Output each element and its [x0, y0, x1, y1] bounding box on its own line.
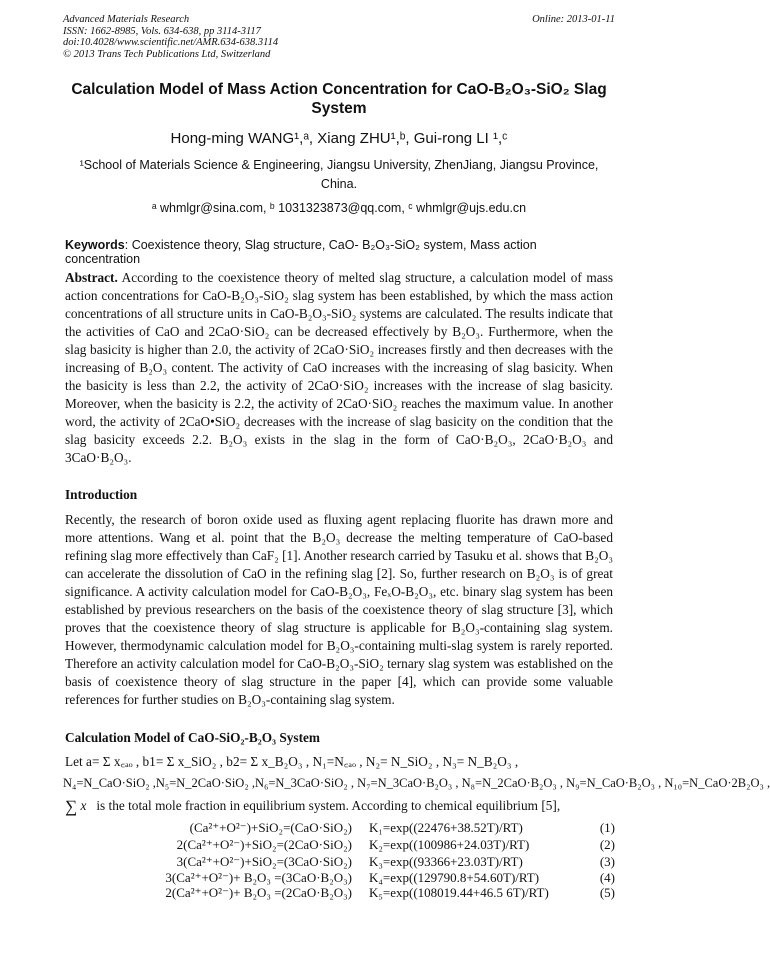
author-emails: ᵃ whmlgr@sina.com, ᵇ 1031323873@qq.com, ᶜ whmlgr@ujs.edu.cn [151, 201, 527, 215]
sum-variable: x [80, 798, 87, 813]
affiliation-line-1: ¹School of Materials Science & Engineering, Jiangsu University, ZhenJiang, Jiangsu Province, [79, 158, 599, 172]
equation-lhs: 2(Ca²⁺+O²⁻)+ B₂O₃ =(2CaO·B₂O₃) [165, 885, 352, 900]
equation-constant: K₄=exp((129790.8+54.60T)/RT) [369, 870, 540, 885]
equation-constant: K₃=exp((93366+23.03T)/RT) [369, 854, 523, 869]
affiliation [65, 156, 613, 194]
equation-lhs: 3(Ca²⁺+O²⁻)+SiO₂=(3CaO·SiO₂) [176, 854, 352, 869]
copyright-line: © 2013 Trans Tech Publications Ltd, Switzerland [63, 48, 271, 60]
introduction-text: Recently, the research of boron oxide used as fluxing agent replacing fluorite has drawn more and more attentions. Wang et al. point that the B₂O₃ decrease the melting temperature of CaO-based refining slag more effectively than CaF₂ [1]. Another research carried by Tasuku et al. shows that B₂O₃ can accelerate the dissolution of CaO in the refining slag [2]. So, further research on B₂O₃ is of great significance. A activity calculation model for CaO-B₂O₃, FeₓO-B₂O₃, etc. binary slag system has been established by previous researchers on the basis of the coexistence theory of slag structure [3], which proves that the coexistence theory of slag structure is applicable for B₂O₃-containing slag system. However, thermodynamic calculation model for B₂O₃-containing multi-slag system is rarely reported. Therefore an activity calculation model for CaO-B₂O₃-SiO₂ ternary slag system was established on the basis of coexistence theory of slag structure in the paper [4], which can provide some valuable references for further studies on B₂O₃-containing slag system. [65, 512, 613, 707]
equation-lhs: 2(Ca²⁺+O²⁻)+SiO₂=(2CaO·SiO₂) [176, 837, 352, 852]
introduction-heading: Introduction [65, 487, 138, 502]
equation-lhs: (Ca²⁺+O²⁻)+SiO₂=(CaO·SiO₂) [189, 820, 352, 835]
keywords-text: : Coexistence theory, Slag structure, CaO- B₂O₃-SiO₂ system, Mass action concentration [65, 238, 537, 266]
abstract-label: Abstract. [65, 270, 118, 285]
abstract [65, 269, 613, 467]
journal-header [63, 14, 615, 60]
equation-constant: K₁=exp((22476+38.52T)/RT) [369, 820, 523, 835]
authors: Hong-ming WANG¹,ᵃ, Xiang ZHU¹,ᵇ, Gui-rong LI ¹,ᶜ [170, 130, 508, 147]
keywords [65, 238, 613, 266]
equation-number: (1) [599, 820, 615, 835]
calculation-model-heading: Calculation Model of CaO-SiO₂-B₂O₃ System [65, 730, 320, 745]
equation-number: (5) [599, 885, 615, 900]
let-line-3-text: is the total mole fraction in equilibrium system. According to chemical equilibrium [5], [96, 798, 561, 813]
online-date: Online: 2013-01-11 [532, 14, 615, 25]
doi-line: doi:10.4028/www.scientific.net/AMR.634-638.3114 [63, 37, 279, 48]
equation-constant: K₅=exp((108019.44+46.5 6T)/RT) [369, 885, 549, 900]
keywords-label: Keywords [65, 238, 125, 252]
equation-constant: K₂=exp((100986+24.03T)/RT) [369, 837, 530, 852]
equation-number: (3) [599, 854, 615, 869]
paper-title [55, 80, 623, 118]
sum-symbol: ∑ [65, 797, 78, 816]
equation-lhs: 3(Ca²⁺+O²⁻)+ B₂O₃ =(3CaO·B₂O₃) [165, 870, 352, 885]
journal-name: Advanced Materials Research [63, 14, 190, 25]
let-definitions-line-1: Let a= Σ x꜀ₐₒ , b1= Σ x_SiO₂ , b2= Σ x_B₂O₃ , N₁=N꜀ₐₒ , N₂= N_SiO₂ , N₃= N_B₂O₃ , [65, 754, 519, 769]
abstract-text: According to the coexistence theory of melted slag structure, a calculation model of mass action concentrations for CaO-B₂O₃-SiO₂ slag system has been established, by which the mass action concentrations of all structure units in CaO-B₂O₃-SiO₂ systems are calculated. The results indicate that the activities of CaO and 2CaO·SiO₂ can be decreased effectively by B₂O₃. Furthermore, when the slag basicity is higher than 2.0, the activity of 2CaO·SiO₂ increases firstly and then decreases with the increasing of B₂O₃ content. The activity of CaO increases with the increasing of slag basicity. When the basicity is less than 2.2, the activity of 2CaO·SiO₂ increases with the increase of slag basicity. Moreover, when the basicity is 2.2, the activity of 2CaO·SiO₂ reaches the maximum value. In another word, the activity of 2CaO•SiO₂ decreases with the increase of slag basicity on the condition that the slag basicity exceeds 2.2. B₂O₃ exists in the slag in the form of CaO·B₂O₃, 2CaO·B₂O₃ and 3CaO·B₂O₃. [65, 270, 613, 465]
equation-number: (4) [599, 870, 615, 885]
title-line-1: Calculation Model of Mass Action Concentration for CaO-B₂O₃-SiO₂ Slag [71, 81, 607, 98]
issn-line: ISSN: 1662-8985, Vols. 634-638, pp 3114-3117 [63, 25, 261, 37]
let-definitions-line-2: N₄=N_CaO·SiO₂ ,N₅=N_2CaO·SiO₂ ,N₆=N_3CaO·SiO₂ , N₇=N_3CaO·B₂O₃ , N₈=N_2CaO·B₂O₃ , N₉=N_CaO·B₂O₃ , N₁₀=N_CaO·2B₂O₃ , [63, 776, 770, 790]
title-line-2: System [311, 100, 367, 117]
affiliation-line-2: China. [320, 177, 358, 191]
equation-number: (2) [599, 837, 615, 852]
let-definitions-line-3 [65, 797, 613, 817]
